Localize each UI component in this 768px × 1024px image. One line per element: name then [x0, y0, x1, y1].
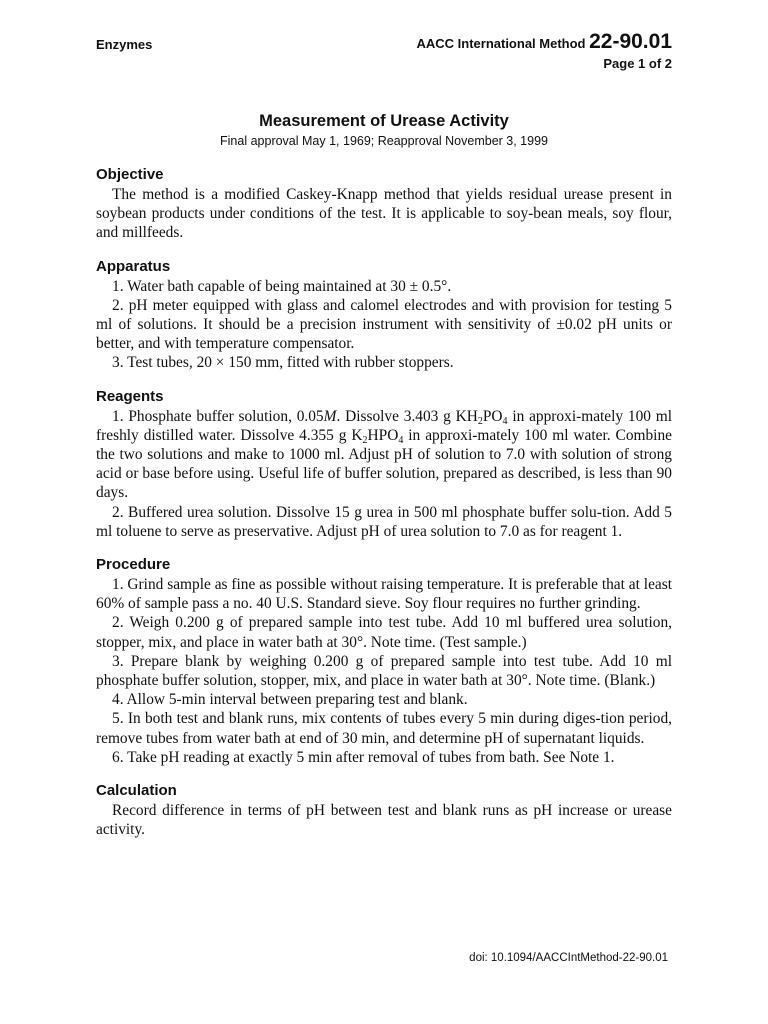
paragraph: 3. Test tubes, 20 × 150 mm, fitted with rubber stoppers.: [112, 354, 454, 372]
text-run: PO: [482, 407, 503, 425]
section-procedure: [96, 555, 672, 767]
paragraph: Record difference in terms of pH between test and blank runs as pH increase or urease activity.: [96, 802, 672, 839]
subscript: 2: [362, 434, 368, 446]
paragraph: [96, 407, 672, 503]
text-run: 1. Phosphate buffer solution, 0.05: [112, 407, 324, 425]
paragraph: 4. Allow 5-min interval between preparing test and blank.: [112, 691, 468, 709]
paragraph: 3. Prepare blank by weighing 0.200 g of prepared sample into test tube. Add 10 ml phosphate buffer solution, stopper, mix, and place in water bath at 30°. Note time. (Blank.): [96, 652, 672, 690]
subscript: 4: [398, 434, 404, 446]
section-objective: [96, 165, 672, 243]
header-method-block: [416, 30, 672, 71]
section-apparatus: [96, 257, 672, 373]
section-reagents: [96, 387, 672, 541]
paragraph: 1. Water bath capable of being maintained at 30 ± 0.5°.: [112, 277, 452, 295]
paragraph: 2. Weigh 0.200 g of prepared sample into test tube. Add 10 ml buffered urea solution, stopper, mix, and place in water bath at 30°. Note time. (Test sample.): [96, 614, 672, 651]
subscript: 4: [502, 415, 508, 427]
text-run: . Dissolve 3.403 g KH: [336, 407, 478, 425]
section-heading: Procedure: [96, 556, 171, 574]
text-run-italic: M: [323, 407, 337, 425]
section-heading: Objective: [96, 166, 164, 183]
text-run: in approxi-mately 100 ml water. Combine the two solutions and make to 1000 ml. Adjust pH of solution to 7.0 with solution of strong acid or base before using. Useful life of buffer solution, prepared as described, is less than 90 days.: [96, 426, 672, 502]
footer-doi: doi: 10.1094/AACCIntMethod-22-90.01: [469, 952, 668, 964]
document-title: Measurement of Urease Activity: [259, 112, 509, 130]
section-calculation: [96, 781, 672, 839]
section-heading: Calculation: [96, 782, 177, 800]
header-page-number: Page 1 of 2: [603, 56, 672, 71]
subscript: 2: [477, 415, 483, 427]
paragraph: 6. Take pH reading at exactly 5 min after removal of tubes from bath. See Note 1.: [112, 748, 615, 766]
text-run: HPO: [367, 426, 399, 444]
header-method-line: [416, 30, 672, 54]
document-subtitle: Final approval May 1, 1969; Reapproval November 3, 1999: [220, 134, 548, 148]
section-heading: Reagents: [96, 387, 164, 405]
paragraph: 5. In both test and blank runs, mix contents of tubes every 5 min during diges-tion period, remove tubes from water bath at end of 30 min, and determine pH of supernatant liquids.: [96, 710, 672, 747]
section-heading: Apparatus: [96, 257, 171, 275]
header-method-number: 22-90.01: [589, 30, 672, 53]
main-content: [96, 112, 672, 839]
header-section-label: Enzymes: [96, 37, 153, 52]
header-method-prefix: AACC International Method: [416, 36, 590, 51]
paragraph: 2. pH meter equipped with glass and calomel electrodes and with provision for testing 5 ml of solutions. It should be a precision instrument with sensitivity of ±0.02 pH units or better, and with temperature compensator.: [96, 296, 672, 353]
paragraph: 1. Grind sample as fine as possible without raising temperature. It is preferable that at least 60% of sample pass a no. 40 U.S. Standard sieve. Soy flour requires no further grinding.: [96, 576, 672, 613]
paragraph: 2. Buffered urea solution. Dissolve 15 g urea in 500 ml phosphate buffer solu-tion. Add 5 ml toluene to serve as preservative. Adjust pH of urea solution to 7.0 as for reagent 1.: [96, 503, 672, 540]
text-run: in approxi-mately 100 ml freshly distilled water. Dissolve 4.355 g K: [96, 407, 672, 444]
paragraph: The method is a modified Caskey-Knapp method that yields residual urease present in soybean products under conditions of the test. It is applicable to soy-bean meals, soy flour, and millfeeds.: [96, 186, 672, 242]
